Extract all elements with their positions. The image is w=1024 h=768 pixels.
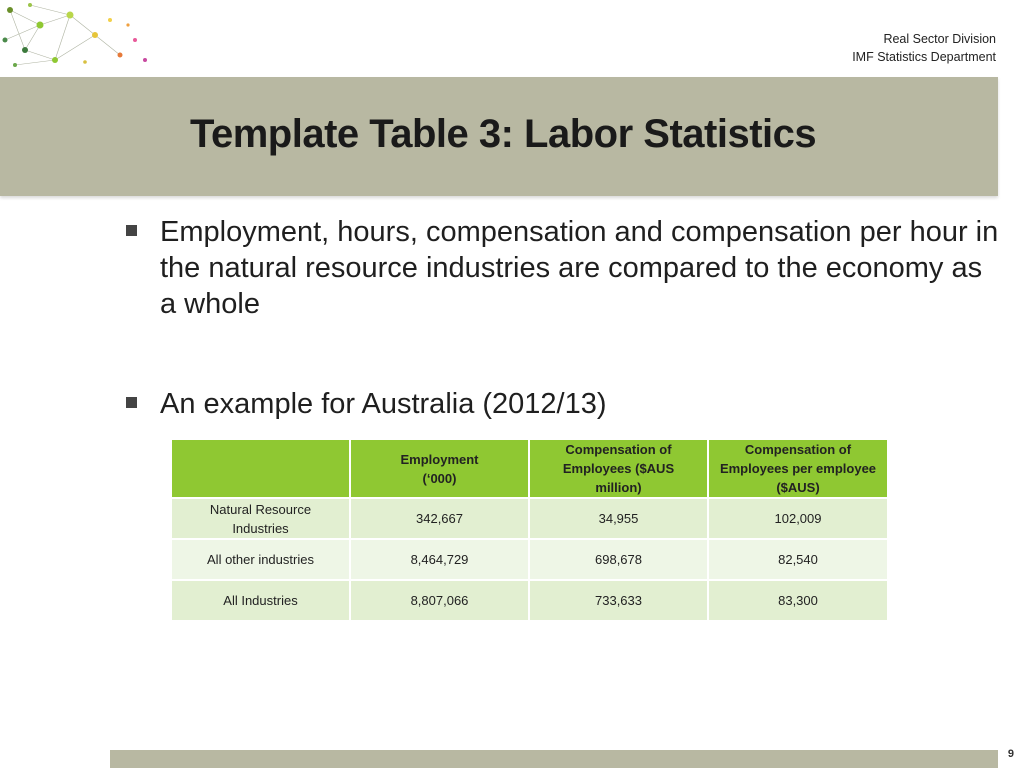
column-header — [171, 439, 350, 498]
table-cell: 8,464,729 — [350, 539, 529, 580]
bullet-item — [122, 386, 1002, 422]
column-header: Compensation of Employees ($AUS million) — [529, 439, 708, 498]
bullet-text: An example for Australia (2012/13) — [160, 388, 607, 420]
column-header-text: Employment (‘000) — [400, 451, 479, 486]
square-bullet-icon — [126, 397, 137, 408]
table-row — [171, 580, 888, 621]
slide-title: Template Table 3: Labor Statistics — [190, 112, 817, 156]
table-cell: 698,678 — [529, 539, 708, 580]
department-name: IMF Statistics Department — [852, 50, 996, 64]
table-cell: 8,807,066 — [350, 580, 529, 621]
table-cell: All other industries — [171, 539, 350, 580]
table-cell: 102,009 — [708, 498, 888, 539]
table-cell: Natural Resource Industries — [171, 498, 350, 539]
table-header-row — [171, 439, 888, 498]
table-cell: 83,300 — [708, 580, 888, 621]
footer-bar — [110, 750, 998, 768]
column-header: Compensation of Employees per employee ($AUS) — [708, 439, 888, 498]
table-cell: 82,540 — [708, 539, 888, 580]
organization-label — [852, 30, 996, 66]
square-bullet-icon — [126, 225, 137, 236]
page-number: 9 — [1007, 748, 1014, 760]
table-row — [171, 539, 888, 580]
table-cell: 733,633 — [529, 580, 708, 621]
table-cell: 34,955 — [529, 498, 708, 539]
table-cell: All Industries — [171, 580, 350, 621]
bullet-text: Employment, hours, compensation and compensation per hour in the natural resource industries are compared to the economy as a whole — [160, 216, 999, 320]
imf-network-logo — [0, 0, 160, 78]
bullet-item — [122, 214, 1002, 322]
column-header — [350, 439, 529, 498]
table-row — [171, 498, 888, 539]
table-cell: 342,667 — [350, 498, 529, 539]
division-name: Real Sector Division — [883, 32, 996, 46]
bullet-list — [122, 214, 1002, 422]
labor-statistics-table — [170, 438, 889, 622]
